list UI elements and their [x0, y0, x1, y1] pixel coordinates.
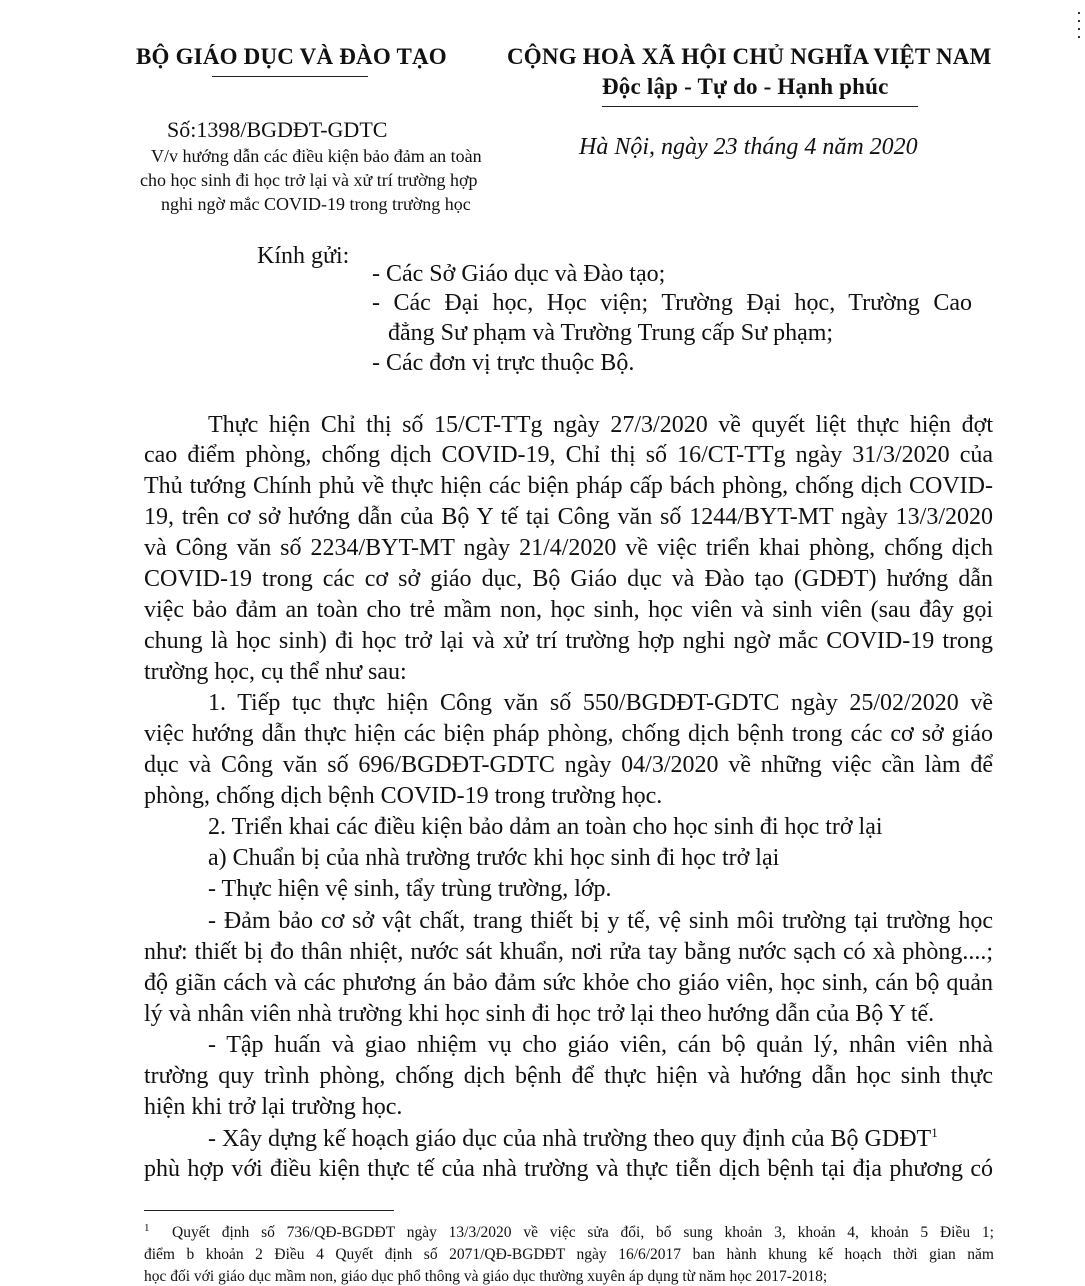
- body-line: 19, trên cơ sở hướng dẫn của Bộ Y tế tại Công văn số 1244/BYT-MT ngày 13/3/2020: [144, 504, 993, 530]
- subject-line: nghi ngờ mắc COVID-19 trong trường học: [161, 194, 471, 214]
- body-line: và Công văn số 2234/BYT-MT ngày 21/4/2020 về việc triển khai phòng, chống dịch: [144, 535, 993, 561]
- body-line: 1. Tiếp tục thực hiện Công văn số 550/BGDĐT-GDTC ngày 25/02/2020 về: [208, 690, 993, 716]
- scan-edge-marks: [1078, 12, 1081, 44]
- footnote-reference: 1: [931, 1125, 938, 1140]
- recipient-line: - Các Đại học, Học viện; Trường Đại học, Trường Cao: [372, 290, 972, 316]
- body-line: - Thực hiện vệ sinh, tẩy trùng trường, lớp.: [208, 876, 612, 902]
- body-line: như: thiết bị đo thân nhiệt, nước sát khuẩn, nơi rửa tay bằng nước sạch có xà phòng....;: [144, 939, 993, 965]
- body-line: Thủ tướng Chính phủ về thực hiện các biện pháp cấp bách phòng, chống dịch COVID-: [144, 473, 993, 499]
- footnote-line: Quyết định số 736/QĐ-BGDĐT ngày 13/3/2020 về việc sửa đổi, bổ sung khoản 3, khoản 4, khoản 5 Điều 1;: [172, 1224, 994, 1241]
- footnote-separator: [144, 1210, 394, 1211]
- recipient-line: - Các Sở Giáo dục và Đào tạo;: [372, 261, 666, 287]
- republic-name: CỘNG HOÀ XÃ HỘI CHỦ NGHĨA VIỆT NAM: [507, 44, 992, 69]
- body-line: - Tập huấn và giao nhiệm vụ cho giáo viên, cán bộ quản lý, nhân viên nhà: [208, 1032, 993, 1058]
- body-line: cao điểm phòng, chống dịch COVID-19, Chỉ thị số 16/CT-TTg ngày 31/3/2020 của: [144, 442, 993, 468]
- body-line: độ giãn cách và các phương án bảo đảm sức khỏe cho giáo viên, học sinh, cán bộ quản: [144, 970, 993, 996]
- body-line: phòng, chống dịch bệnh COVID-19 trong trường học.: [144, 783, 663, 809]
- body-line: a) Chuẩn bị của nhà trường trước khi học sinh đi học trở lại: [208, 845, 780, 871]
- recipient-line: đẳng Sư phạm và Trường Trung cấp Sư phạm;: [388, 320, 834, 346]
- body-line: dục và Công văn số 696/BGDĐT-GDTC ngày 04/3/2020 về những việc cần làm để: [144, 752, 993, 778]
- motto-underline: [602, 106, 918, 107]
- subject-line: V/v hướng dẫn các điều kiện bảo đảm an toàn: [151, 146, 482, 166]
- ministry-name: BỘ GIÁO DỤC VÀ ĐÀO TẠO: [136, 44, 447, 69]
- body-line: [208, 1125, 938, 1153]
- body-line: 2. Triển khai các điều kiện bảo dảm an toàn cho học sinh đi học trở lại: [208, 814, 883, 840]
- national-motto: Độc lập - Tự do - Hạnh phúc: [602, 74, 889, 99]
- body-line: trường quy trình phòng, chống dịch bệnh để thực hiện và hướng dẫn học sinh thực: [144, 1063, 993, 1089]
- recipient-line: - Các đơn vị trực thuộc Bộ.: [372, 350, 635, 376]
- body-line: trường học, cụ thể như sau:: [144, 659, 407, 685]
- footnote-marker: 1: [144, 1222, 150, 1234]
- body-line: Thực hiện Chỉ thị số 15/CT-TTg ngày 27/3/2020 về quyết liệt thực hiện đợt: [208, 412, 993, 438]
- body-line: việc bảo đảm an toàn cho trẻ mầm non, học sinh, học viên và sinh viên (sau đây gọi: [144, 597, 993, 623]
- recipients-label: Kính gửi:: [257, 243, 350, 269]
- document-number: Số:1398/BGDĐT-GDTC: [167, 117, 388, 142]
- place-and-date: Hà Nội, ngày 23 tháng 4 năm 2020: [579, 134, 918, 160]
- body-line: hiện khi trở lại trường học.: [144, 1094, 403, 1120]
- body-line: chung là học sinh) đi học trở lại và xử trí trường hợp nghi ngờ mắc COVID-19 trong: [144, 628, 993, 654]
- ministry-underline: [212, 76, 368, 77]
- subject-line: cho học sinh đi học trở lại và xử trí trường hợp: [140, 170, 478, 190]
- body-line: COVID-19 trong các cơ sở giáo dục, Bộ Giáo dục và Đào tạo (GDĐT) hướng dẫn: [144, 566, 993, 592]
- body-line: lý và nhân viên nhà trường khi học sinh đi học trở lại theo hướng dẫn của Bộ Y tế.: [144, 1001, 935, 1027]
- footnote-line: học đối với giáo dục mầm non, giáo dục phổ thông và giáo dục thường xuyên áp dụng từ năm học 2017-2018;: [144, 1268, 828, 1285]
- body-line: phù hợp với điều kiện thực tế của nhà trường và thực tiễn dịch bệnh tại địa phương có: [144, 1156, 993, 1182]
- body-line: việc hướng dẫn thực hiện các biện pháp phòng, chống dịch bệnh trong các cơ sở giáo: [144, 721, 993, 747]
- body-line: - Đảm bảo cơ sở vật chất, trang thiết bị y tế, vệ sinh môi trường tại trường học: [208, 908, 993, 934]
- body-line-text: - Xây dựng kế hoạch giáo dục của nhà trường theo quy định của Bộ GDĐT: [208, 1126, 932, 1152]
- footnote-line: điểm b khoản 2 Điều 4 Quyết định số 2071/QĐ-BGDĐT ngày 16/6/2017 ban hành khung kế hoạch thời gian năm: [144, 1246, 994, 1263]
